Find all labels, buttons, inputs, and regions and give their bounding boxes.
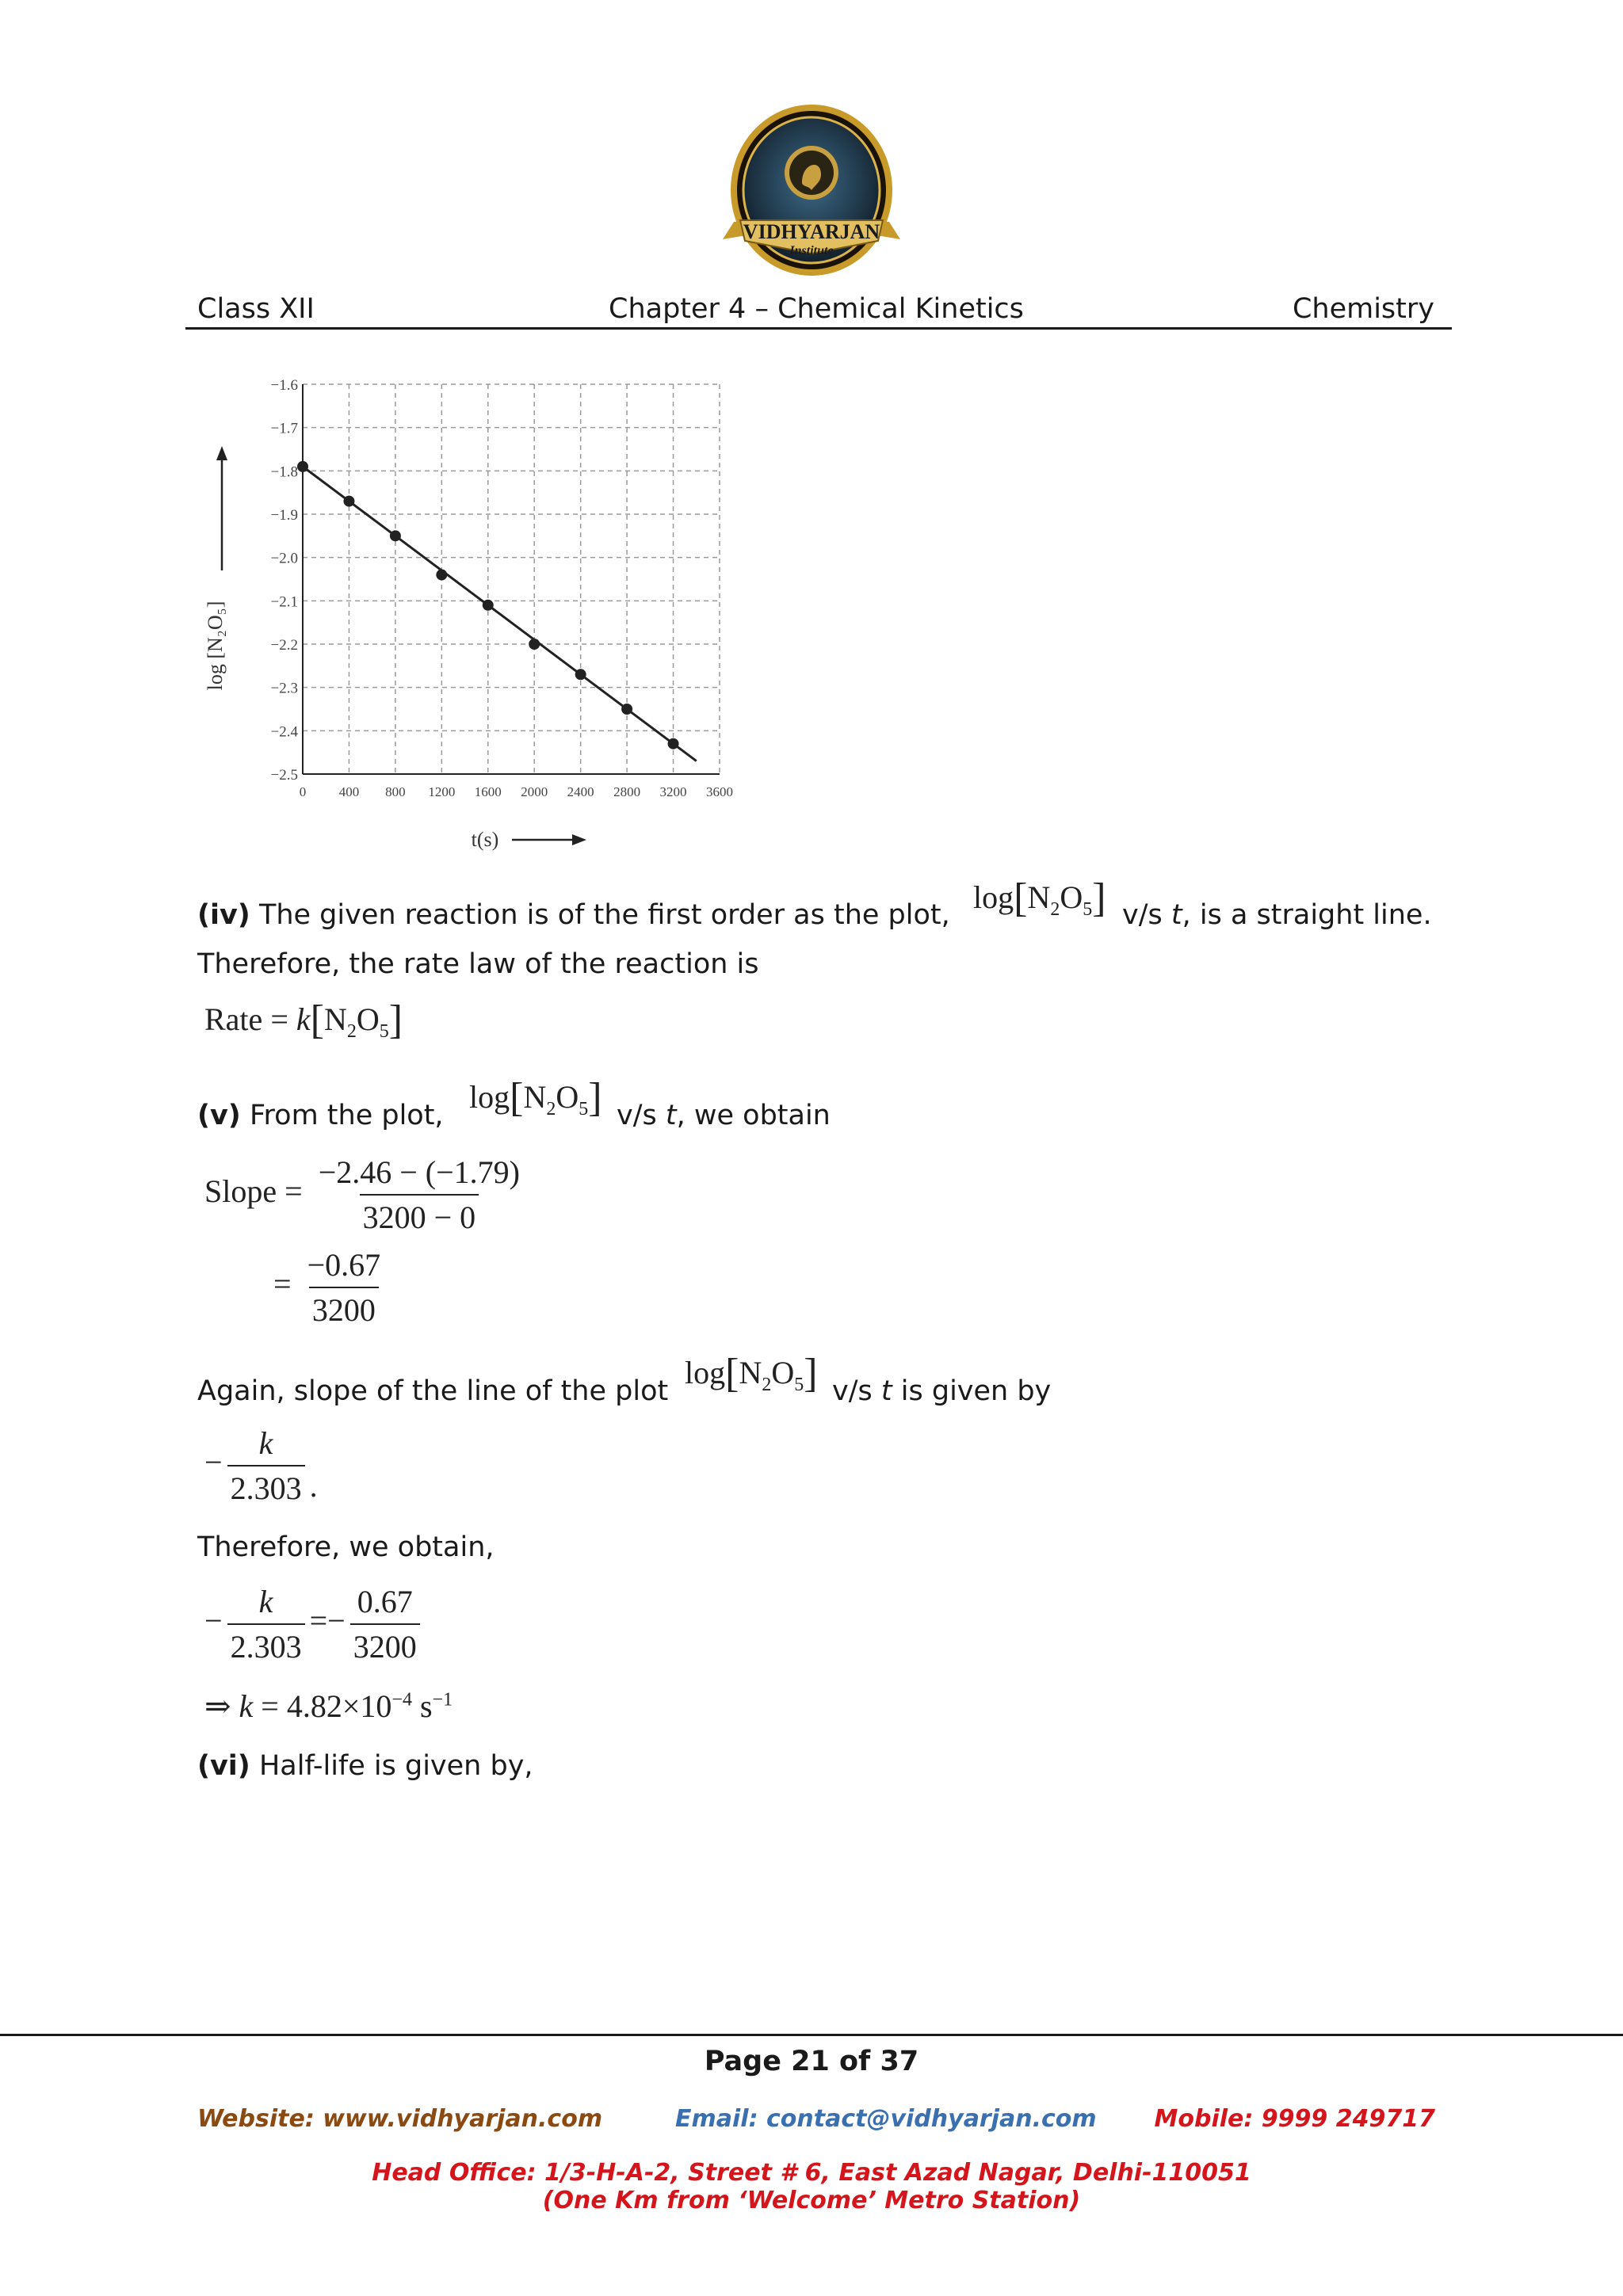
chart-trend [303, 467, 697, 761]
y-tick-label: −1.8 [270, 463, 298, 481]
k-equation: − $\frac{k}{2.303}$ =− $\frac{0.67}{3200}$ [204, 1583, 425, 1665]
paragraph-iv [197, 898, 950, 933]
y-axis-label-group [204, 446, 227, 690]
trend-line [303, 467, 697, 761]
label-iv: (iv) [197, 899, 250, 931]
slope-fraction-2: $\frac{-0.67}{3200}$ [307, 1247, 381, 1328]
data-point [668, 738, 679, 749]
x-tick-label: 400 [338, 784, 360, 799]
footer-mobile: Mobile: 9999 249717 [1154, 2105, 1435, 2133]
data-point [483, 600, 494, 611]
data-point [621, 704, 632, 715]
y-tick-label: −2.5 [270, 767, 298, 784]
footer-office-2: (One Km from ‘Welcome’ Metro Station) [542, 2187, 1081, 2214]
footer-website[interactable]: Website: www.vidhyarjan.com [197, 2105, 603, 2133]
y-tick-label: −1.9 [270, 507, 298, 524]
chart-x-ticks [300, 784, 733, 799]
data-point [529, 639, 540, 650]
header-chapter-label: Chapter 4 – Chemical Kinetics [609, 293, 1024, 325]
y-axis-arrowhead [216, 446, 227, 460]
x-tick-label: 2400 [567, 784, 594, 799]
x-tick-label: 3600 [706, 784, 733, 799]
logo-text: VIDHYARJAN [743, 220, 880, 243]
data-point [390, 530, 401, 541]
data-point [297, 461, 308, 472]
chart-axes [303, 384, 720, 774]
label-vi: (vi) [197, 1750, 250, 1782]
data-point [343, 496, 354, 507]
y-tick-label: −2.3 [270, 680, 298, 697]
x-tick-label: 1600 [474, 784, 502, 799]
iv-log-expression: $\log[N_2O_5]$ [973, 875, 1106, 921]
y-tick-label: −1.6 [270, 377, 298, 394]
k-result: ⇒ $k = 4.82\times 10^{-4}$ $s^{-1}$ [204, 1688, 453, 1724]
y-tick-label: −2.2 [270, 637, 298, 654]
log-n2o5-vs-time-chart [198, 360, 737, 860]
footer-rule [0, 2034, 1623, 2036]
data-point [436, 570, 447, 581]
x-tick-label: 3200 [659, 784, 687, 799]
label-v: (v) [197, 1100, 241, 1131]
y-tick-label: −2.0 [270, 550, 298, 567]
slope-equation-1: Slope = $\frac{-2.46 - (-1.79)}{3200 - 0}$ [204, 1154, 528, 1236]
y-tick-label: −2.1 [270, 593, 298, 611]
paragraph-therefore-obtain: Therefore, we obtain, [197, 1531, 495, 1563]
x-axis-label: t(s) [471, 828, 499, 851]
slope-fraction-1: $\frac{-2.46 - (-1.79)}{3200 - 0}$ [318, 1154, 521, 1235]
chart-svg [198, 360, 737, 860]
paragraph-vi: (vi) Half-life is given by, [197, 1750, 533, 1782]
header-subject-label: Chemistry [1292, 293, 1434, 325]
iv-text-before: The given reaction is of the first order as the plot, [258, 899, 950, 931]
paragraph-again: Again, slope of the line of the plot [197, 1375, 669, 1407]
page-number: Page 21 of 37 [704, 2046, 919, 2077]
y-axis-label: log [N₂O₅] [204, 601, 227, 691]
x-tick-label: 0 [299, 784, 307, 799]
v-text-after: v/s t, we obtain [617, 1100, 831, 1131]
again-log-expression: $\log[N_2O_5]$ [685, 1351, 818, 1396]
slope-equation-2: = $\frac{-0.67}{3200}$ [273, 1246, 388, 1329]
y-tick-label: −1.7 [270, 420, 298, 437]
logo-graphic [710, 103, 913, 287]
iv-line2: Therefore, the rate law of the reaction is [197, 948, 759, 980]
logo-subtext: Institute [789, 244, 834, 257]
x-tick-label: 2800 [613, 784, 641, 799]
x-axis-arrowhead [572, 834, 586, 845]
x-axis-label-group [472, 828, 586, 851]
x-tick-label: 1200 [428, 784, 456, 799]
chart-grid [303, 384, 720, 774]
footer-email[interactable]: Email: contact@vidhyarjan.com [675, 2105, 1097, 2133]
footer-office: Head Office: 1/3-H-A-2, Street # 6, East Azad Nagar, Delhi-110051 [372, 2159, 1251, 2187]
iv-text-after: v/s t, is a straight line. [1122, 899, 1432, 931]
data-point [575, 669, 586, 680]
neg-k-fraction: − $\frac{k}{2.303}$ . [204, 1425, 318, 1506]
x-tick-label: 2000 [521, 784, 548, 799]
rate-law-equation: Rate = $k[N_2O_5]$ [204, 997, 403, 1043]
again-text-after: v/s t is given by [832, 1375, 1052, 1407]
y-tick-label: −2.4 [270, 723, 298, 741]
paragraph-v: (v) From the plot, [197, 1100, 444, 1131]
header-class-label: Class XII [197, 293, 315, 325]
chart-y-ticks [271, 377, 299, 784]
x-tick-label: 800 [385, 784, 406, 799]
v-log-expression: $\log[N_2O_5]$ [469, 1075, 602, 1120]
header-rule [185, 327, 1452, 330]
vidhyarjan-seal-logo [710, 103, 913, 287]
